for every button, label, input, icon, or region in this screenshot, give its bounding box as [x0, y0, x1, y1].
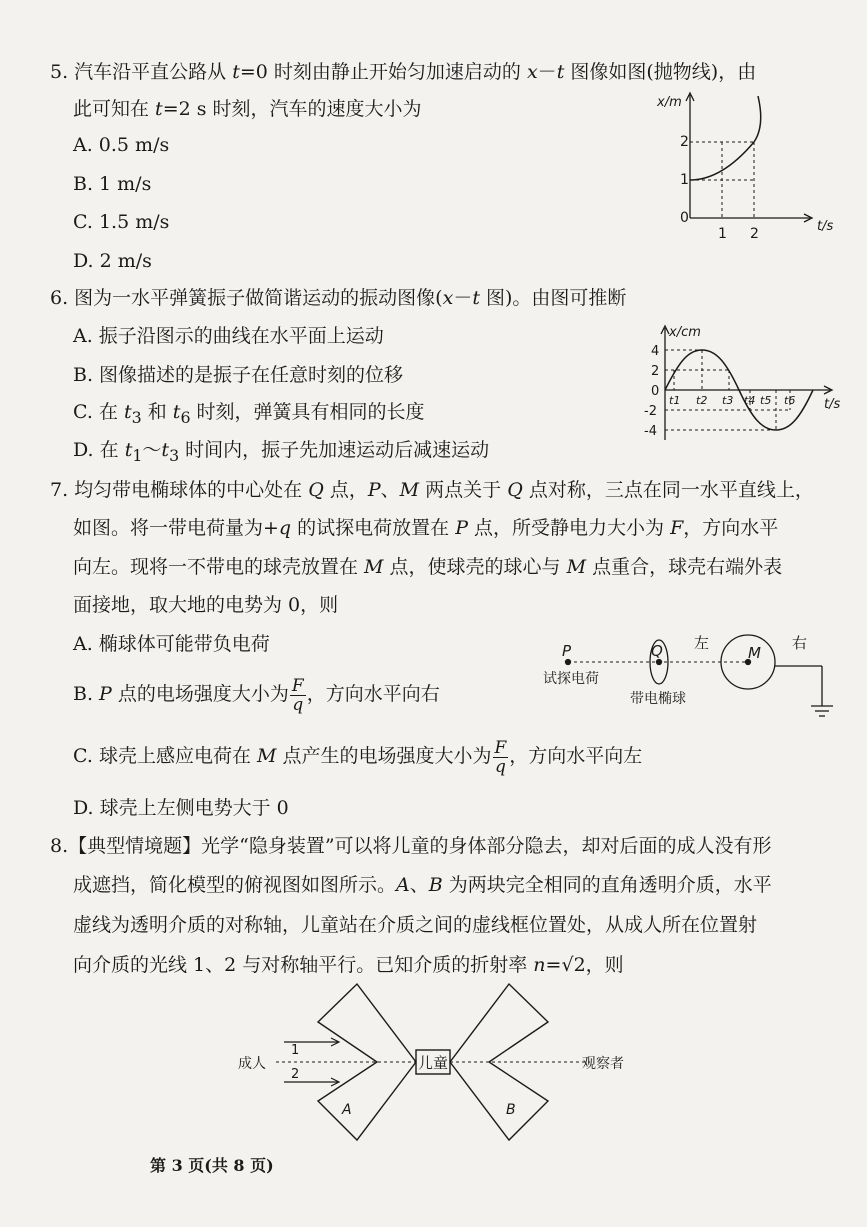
q8-stem-line1: 8.【典型情境题】光学“隐身装置”可以将儿童的身体部分隐去，却对后面的成人没有形: [50, 835, 772, 857]
q6-graph-ytick-neg2: -2: [644, 404, 657, 419]
q7-label-test-charge: 试探电荷: [543, 671, 599, 687]
q5-stem-line2: 此可知在 t=2 s 时刻，汽车的速度大小为: [73, 98, 422, 120]
q7-option-a: A. 椭球体可能带负电荷: [73, 633, 270, 655]
q8-label-a: A: [342, 1102, 352, 1118]
q6-graph-ytick-4: 4: [651, 344, 660, 359]
q6-option-d: D. 在 $t_1\sim t_3$ 时间内，振子先加速运动后减速运动: [73, 439, 490, 465]
q7-stem-line2: 如图。将一带电荷量为+q 的试探电荷放置在 P 点，所受静电力大小为 F，方向水平: [73, 517, 779, 539]
q8-label-adult: 成人: [238, 1056, 266, 1072]
q7-stem-line3: 向左。现将一不带电的球壳放置在 M 点，使球壳的球心与 M 点重合，球壳右端外表: [73, 556, 783, 578]
q6-graph-xlabel: t/s: [824, 397, 841, 412]
q5-option-c: C. 1.5 m/s: [73, 211, 170, 233]
q6-option-b: B. 图像描述的是振子在任意时刻的位移: [73, 364, 404, 386]
q8-stem-line4: 向介质的光线 1、2 与对称轴平行。已知介质的折射率 n=√2，则: [73, 954, 624, 976]
q6-graph-t3: t3: [722, 394, 734, 407]
q5-option-b: B. 1 m/s: [73, 173, 152, 195]
q6-option-a: A. 振子沿图示的曲线在水平面上运动: [73, 325, 384, 347]
q6-graph-t1: t1: [669, 394, 681, 407]
q6-graph-origin: 0: [651, 384, 660, 399]
q7-label-left: 左: [694, 634, 710, 652]
q7-option-c-fraction: $\frac{F}{q}$: [494, 737, 507, 777]
q7-stem-line4: 面接地，取大地的电势为 0，则: [73, 594, 339, 616]
q5-graph-xtick-1: 1: [718, 226, 727, 242]
q7-stem-line1: 7. 均匀带电椭球体的中心处在 Q 点，P、M 两点关于 Q 点对称，三点在同一水平直线上，: [50, 479, 814, 501]
q6-graph-ylabel: x/cm: [669, 325, 701, 340]
q8-label-observer: 观察者: [582, 1056, 624, 1072]
q7-option-c: C. 球壳上感应电荷在 M 点产生的电场强度大小为 $\frac{F}{q}$ ，方向水平向左: [73, 737, 643, 777]
q6-graph-t4: t4: [744, 394, 756, 407]
q7-label-ellipsoid: 带电椭球: [630, 691, 686, 707]
q6-graph-t6: t6: [784, 394, 796, 407]
q5-stem-line1: 5. 汽车沿平直公路从 t=0 时刻由静止开始匀加速启动的 x－t 图像如图(抛物线)，由: [50, 61, 757, 83]
q5-option-a: A. 0.5 m/s: [73, 134, 170, 156]
q5-graph-ytick-1: 1: [680, 172, 689, 188]
q8-ray-2-label: 2: [291, 1067, 300, 1082]
q6-graph-ytick-2: 2: [651, 364, 660, 379]
q7-label-right: 右: [792, 634, 808, 652]
q8-stem-line3: 虚线为透明介质的对称轴，儿童站在介质之间的虚线框位置处，从成人所在位置射: [73, 914, 758, 936]
q8-label-child: 儿童: [418, 1054, 449, 1072]
q5-graph-xlabel: t/s: [817, 219, 834, 234]
q8-stem-line2: 成遮挡，简化模型的俯视图如图所示。A、B 为两块完全相同的直角透明介质，水平: [73, 874, 772, 896]
q5-graph-xtick-2: 2: [750, 226, 759, 242]
q6-option-c: C. 在 $t_3$ 和 $t_6$ 时刻，弹簧具有相同的长度: [73, 401, 425, 427]
q7-option-b-fraction: $\frac{F}{q}$: [291, 675, 304, 715]
q6-graph-ytick-neg4: -4: [644, 424, 657, 439]
q5-graph-ylabel: x/m: [657, 95, 682, 110]
q7-point-p: P: [562, 642, 572, 660]
q6-graph-t2: t2: [696, 394, 708, 407]
q5-graph-origin: 0: [680, 210, 689, 226]
q7-point-q: Q: [651, 642, 663, 660]
q6-stem: 6. 图为一水平弹簧振子做简谐运动的振动图像(x－t 图)。由图可推断: [50, 287, 627, 309]
q7-point-m: M: [748, 644, 761, 662]
q5-graph-ytick-2: 2: [680, 134, 689, 150]
q6-graph-t5: t5: [760, 394, 772, 407]
q5-option-d: D. 2 m/s: [73, 250, 152, 272]
q8-label-b: B: [506, 1102, 516, 1118]
q7-option-d: D. 球壳上左侧电势大于 0: [73, 797, 289, 819]
q7-option-b: B. P 点的电场强度大小为 $\frac{F}{q}$ ，方向水平向右: [73, 675, 440, 715]
page-footer: 第 3 页(共 8 页): [150, 1156, 274, 1175]
q8-ray-1-label: 1: [291, 1043, 300, 1058]
